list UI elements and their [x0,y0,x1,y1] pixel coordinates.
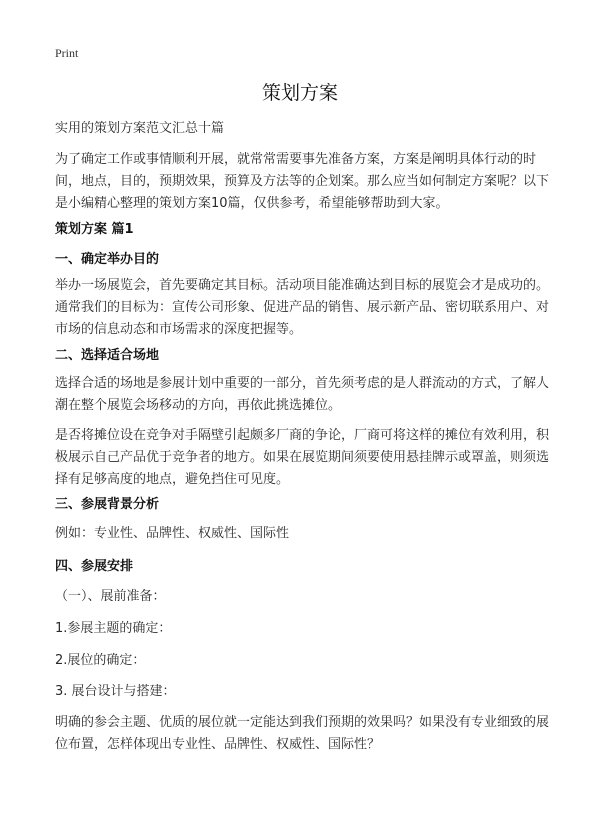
intro-paragraph: 为了确定工作或事情顺利开展，就常常需要事先准备方案，方案是阐明具体行动的时间，地点，目的，预期效果，预算及方法等的企划案。那么应当如何制定方案呢？以下是小编精心整理的策划方案10篇，仅供参考，希望能够帮助到大家。 [55,152,550,211]
list-item: 2.展位的确定： [55,653,146,668]
document-subtitle: 实用的策划方案范文汇总十篇 [55,121,225,136]
heading-purpose: 一、确定举办目的 [55,252,160,267]
paragraph-background: 例如：专业性、品牌性、权威性、国际性 [55,526,290,541]
print-link[interactable]: Print [55,46,79,60]
heading-arrangement: 四、参展安排 [55,559,134,574]
paragraph-booth-design: 明确的参会主题、优质的展位就一定能达到我们预期的效果吗？如果没有专业细致的展位布置，怎样体现出专业性、品牌性、权威性、国际性？ [55,715,550,752]
paragraph-booth: 是否将摊位设在竞争对手隔壁引起颇多厂商的争论，厂商可将这样的摊位有效利用，积极展示自己产品优于竞争者的地方。如果在展览期间须要使用悬挂牌示或罩盖，则须选择有足够高度的地点，避免挡住可见度。 [55,428,550,487]
list-item: 1.参展主题的确定： [55,621,172,636]
section-heading: 策划方案 篇1 [55,222,134,237]
page-title: 策划方案 [261,82,338,104]
paragraph-venue: 选择合适的场地是参展计划中重要的一部分，首先须考虑的是人群流动的方式，了解人潮在整个展览会场移动的方向，再依此挑选摊位。 [55,376,550,413]
heading-background: 三、参展背景分析 [55,497,160,512]
heading-venue: 二、选择适合场地 [55,348,160,363]
list-item: 3. 展台设计与搭建： [55,684,176,699]
subheading-preparation: （一）、展前准备： [55,589,166,604]
paragraph-purpose: 举办一场展览会，首先要确定其目标。活动项目能准确达到目标的展览会才是成功的。通常我们的目标为：宣传公司形象、促进产品的销售、展示新产品、密切联系用户、对市场的信息动态和市场需求的深度把握等。 [55,278,550,337]
